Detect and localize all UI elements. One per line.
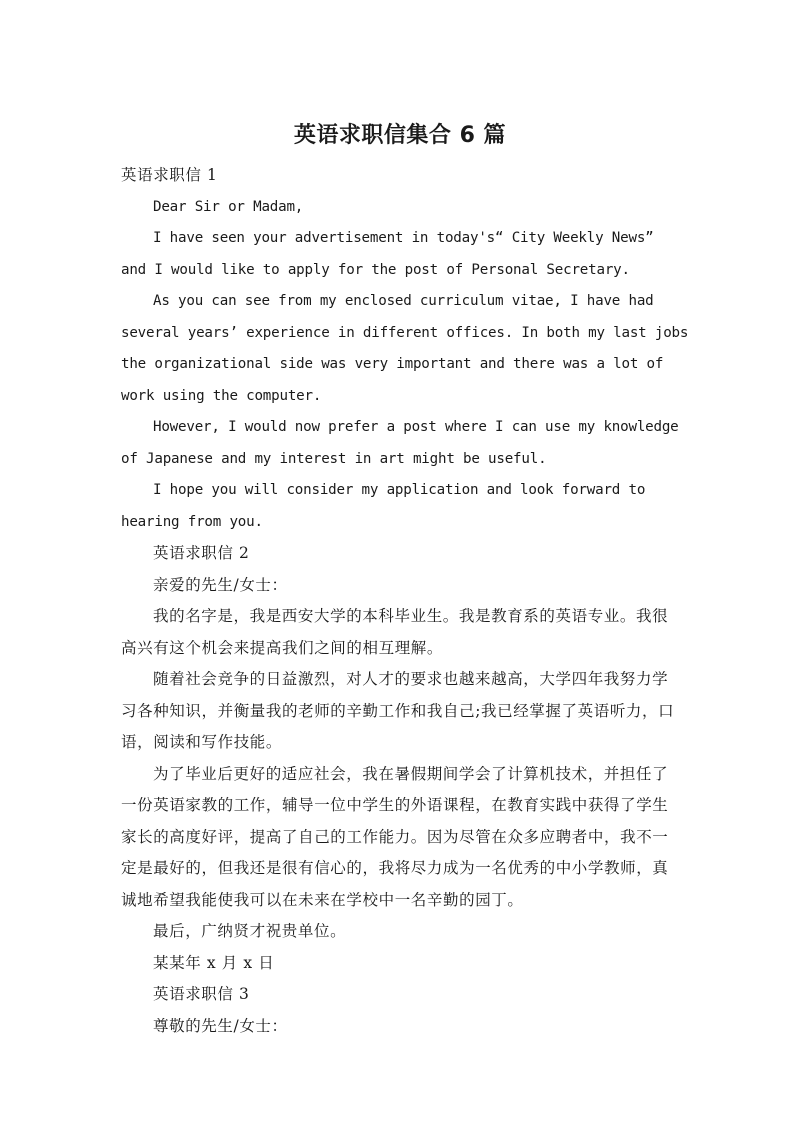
text-line: 英语求职信 1 xyxy=(121,166,218,184)
text-line: 高兴有这个机会来提高我们之间的相互理解。 xyxy=(121,638,444,657)
text-line: Dear Sir or Madam, xyxy=(153,198,304,215)
text-line: 最后，广纳贤才祝贵单位。 xyxy=(153,922,347,940)
text-line: several years’ experience in different offices. In both my last jobs xyxy=(121,324,689,341)
text-line: 英语求职信 2 xyxy=(153,544,250,562)
text-line: 定是最好的，但我还是很有信心的，我将尽力成为一名优秀的中小学教师，真 xyxy=(121,859,669,877)
text-line: 随着社会竞争的日益激烈，对人才的要求也越来越高，大学四年我努力学 xyxy=(153,670,669,688)
text-line: I have seen your advertisement in today's“ City Weekly News” xyxy=(153,230,654,246)
text-line: the organizational side was very important and there was a lot of xyxy=(121,356,664,372)
document-body xyxy=(121,160,689,1042)
text-line: 家长的高度好评，提高了自己的工作能力。因为尽管在众多应聘者中，我不一 xyxy=(121,827,669,846)
text-line: 某某年 x 月 x 日 xyxy=(153,953,275,972)
text-line: of Japanese and my interest in art might be useful. xyxy=(121,450,547,467)
text-line: 我的名字是，我是西安大学的本科毕业生。我是教育系的英语专业。我很 xyxy=(153,607,669,625)
text-line: 习各种知识，并衡量我的老师的辛勤工作和我自己;我已经掌握了英语听力，口 xyxy=(121,701,675,720)
text-line: 语，阅读和写作技能。 xyxy=(121,733,283,751)
text-line: 尊敬的先生/女士： xyxy=(153,1016,288,1035)
text-line: However, I would now prefer a post where I can use my knowledge xyxy=(153,419,679,435)
document-title: 英语求职信集合 6 篇 xyxy=(293,123,507,148)
text-line: hearing from you. xyxy=(121,513,263,530)
text-line: 诚地希望我能使我可以在未来在学校中一名辛勤的园丁。 xyxy=(121,890,524,909)
text-line: and I would like to apply for the post of Personal Secretary. xyxy=(121,261,630,278)
text-line: 为了毕业后更好的适应社会，我在暑假期间学会了计算机技术，并担任了 xyxy=(153,764,669,783)
text-line: I hope you will consider my application and look forward to xyxy=(153,482,646,498)
text-line: As you can see from my enclosed curriculum vitae, I have had xyxy=(153,293,654,309)
text-line: 英语求职信 3 xyxy=(153,985,250,1003)
text-line: 亲爱的先生/女士： xyxy=(153,575,288,594)
text-line: 一份英语家教的工作，辅导一位中学生的外语课程，在教育实践中获得了学生 xyxy=(121,796,669,814)
text-line: work using the computer. xyxy=(121,387,322,404)
